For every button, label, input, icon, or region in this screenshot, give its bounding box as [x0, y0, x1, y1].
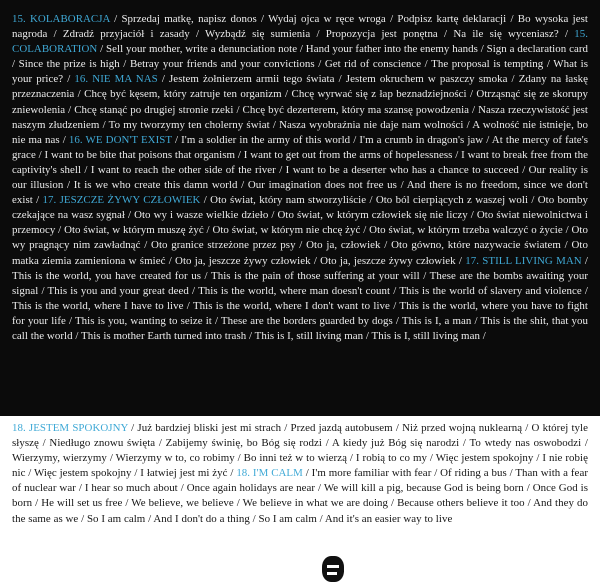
song-title: 16. NIE MA NAS [74, 73, 158, 86]
song-title: 17. JESZCZE ŻYWY CZŁOWIEK [42, 194, 201, 207]
separator: / [157, 73, 170, 86]
song-title: 18. I'M CALM [236, 467, 303, 480]
separator: / [97, 43, 107, 56]
separator: / [581, 254, 588, 267]
song-title: 15. KOLABORACJA [12, 13, 110, 25]
separator: / [128, 422, 138, 434]
lyrics-text-block-bottom [12, 421, 588, 527]
lyrics-text: Już bardziej bliski jest mi strach / Przed jazdą autobusem / Niż przed wojną nuklearną / O której tyle słyszę / Niedługo znowu święta / Zabijemy świnię, bo Bóg się rodzi / A kiedy już Bóg się narodzi / To wtedy nas oswobodzi / Wierzymy, wierzymy / Wierzymy w to, co robimy / Bo inni też w to wierzą / I robią to co my / Więc jestem spokojny / I nie robię nic / Więc jestem spokojny / I łatwiej jest mi żyć [12, 422, 588, 480]
separator: / [59, 133, 69, 146]
e-logo-icon [322, 556, 344, 582]
lyrics-text: This is the world, you have created for us / This is the pain of those suffering at your will / These are the bombs awaiting your signal / This is you and your great deed / This is the world, where man doesn't count / This is the world of slavery and violence / This is the world, where I have to live / This is the world, where I don't want to live / This is the world, where you have to fight for your life / This is you, wanting to seize it / These are the borders guarded by dogs / This is I, a man / This is the shit, that you call the world / This is mother Earth turned into trash / This is I, still living man / This is I, still living man / [12, 269, 588, 342]
separator: / [227, 467, 237, 480]
lyrics-text: Sprzedaj matkę, napisz donos / Wydaj ojca w ręce wroga / Podpisz kartę deklaracji / Bo wysoka jest nagroda / Zdradź przyjaciół i zasady / Wyzbądź się sumienia / Propozycja jest ponętna / Na ile się wyceniasz? [12, 13, 588, 41]
separator: / [200, 194, 211, 207]
lyrics-text: I'm more familiar with fear / Of riding a bus / Than with a fear of nuclear war / I hear so much about / Once again holidays are near / We will kill a pig, because God is being born / Once God is born / He will set us free / We believe, we believe / We believe in what we are doing / Because others believe it too / And they do the same as we / So I am calm / And I don't do a thing / So I am calm / And it's an easier way to live [12, 467, 589, 525]
separator: / [63, 73, 75, 86]
song-title: 15. COLABORATION [12, 28, 589, 56]
separator: / [302, 467, 312, 480]
song-title: 16. WE DON'T EXIST [68, 133, 172, 146]
separator: / [32, 194, 43, 207]
separator: / [455, 254, 466, 267]
lyrics-text: Oto świat, który nam stworzyliście / Oto ból cierpiących z waszej woli / Oto bomby czekające na wasz sygnał / Oto wy i wasze wielkie dzieło / Oto świat, w którym człowiek się nie liczy / Oto świat niewolnictwa i przemocy / Oto świat, w którym muszę żyć / Oto świat, w którym nie chcę żyć / Oto świat, w którym trzeba walczyć o życie / Oto wy pragnący nim zawładnąć / Oto granice strzeżone przez psy / Oto ja, człowiek / Oto gówno, które nazywacie światem / Oto matka ziemia zamieniona w śmieć / Oto ja, jeszcze żywy człowiek / Oto ja, jeszcze żywy człowiek [12, 194, 589, 267]
lyrics-text: Jestem żołnierzem armii tego świata / Jestem okruchem w paszczy smoka / Zdany na łaskę przeznaczenia / Chcę być kęsem, który zatruje ten organizm / Chcę wyrwać się z łap beznadziejności / Otrząsnąć się ze skorupy zniewolenia / Chcę stanąć po drugiej stronie rzeki / Chcę być dezerterem, który ma szansę powodzenia / Nasza rzeczywistość jest naszym złudzeniem / To my tworzymy ten cholerny świat / Nasza wyobraźnia nie daje nam wolności / A wolność nie istnieje, bo nie ma nas [12, 73, 588, 146]
song-title: 17. STILL LIVING MAN [465, 254, 582, 267]
separator: / [109, 13, 122, 25]
lyrics-text: I'm a soldier in the army of this world / I'm a crumb in dragon's jaw / At the mercy of fate's grace / I want to be bite that poisons that organism / I want to get out from the arms of hopelessness / I want to break free from the captivity's shell / I want to reach the other side of the river / I want to be a deserter who has a chance to succeed / Our reality is our illusion / It is we who create this damn world / Our imagination does not free us / And there is no freedom, since we don't exist [12, 133, 588, 207]
song-title: 18. JESTEM SPOKOJNY [12, 422, 128, 434]
lyrics-light-panel [0, 416, 600, 587]
separator: / [171, 133, 182, 146]
lyrics-text-block-top [12, 12, 588, 344]
separator: / [558, 28, 575, 41]
lyrics-text: Sell your mother, write a denunciation note / Hand your father into the enemy hands / Sign a declaration card / Since the prize is high / Betray your friends and your convictions / Get rid of conscience / The proposal is tempting / What is your price? [12, 43, 589, 86]
